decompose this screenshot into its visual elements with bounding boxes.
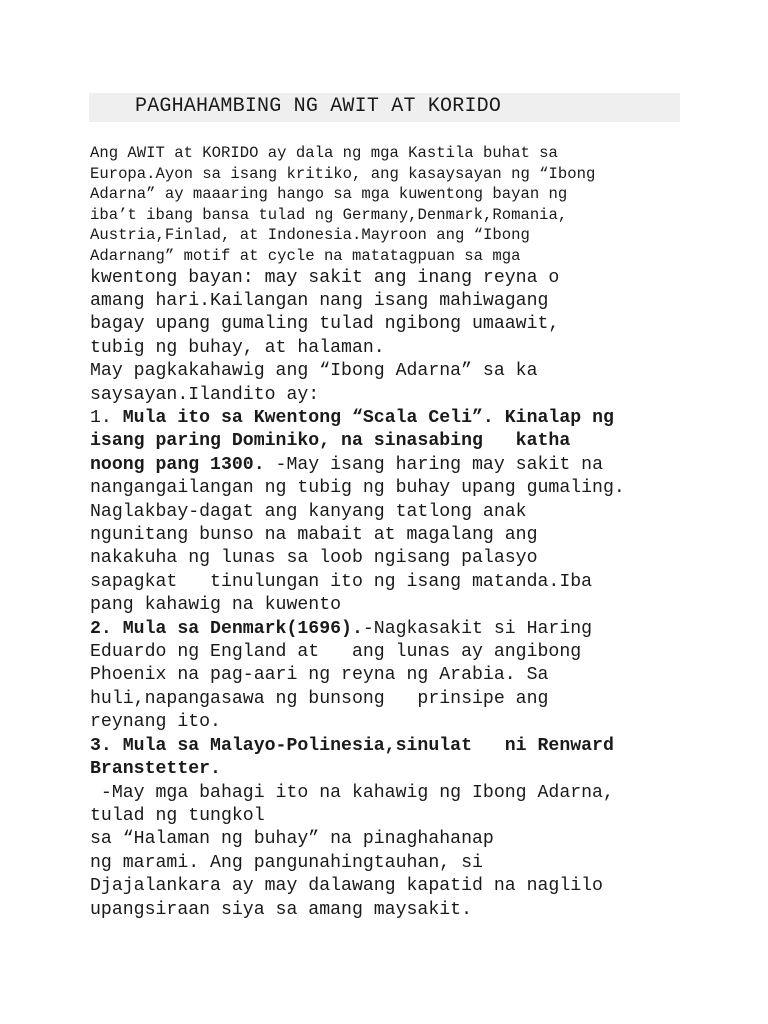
- intro-line: Austria,Finlad, at Indonesia.Mayroon ang “Ibong: [90, 226, 530, 245]
- intro-line: Adarnang” motif at cycle na matatagpuan sa mga: [90, 246, 521, 265]
- document-title: PAGHAHAMBING NG AWIT AT KORIDO: [135, 95, 502, 118]
- item1-mixed-line: [90, 454, 690, 477]
- item1-line: ngunitang bunso na mabait at magalang ang: [90, 525, 538, 546]
- item1-bold: noong pang 1300.: [90, 454, 265, 475]
- item2-heading-line: [90, 618, 690, 641]
- item3-line: Djajalankara ay may dalawang kapatid na naglilo: [90, 876, 603, 897]
- item1-line: nangangailangan ng tubig ng buhay upang gumaling.: [90, 478, 625, 499]
- item1-line: nakakuha ng lunas sa loob ngisang palasyo: [90, 548, 538, 569]
- intro-line: amang hari.Kailangan nang isang mahiwagang: [90, 290, 549, 311]
- item2-bold: 2. Mula sa Denmark(1696).: [90, 618, 363, 639]
- intro-line: Adarna” ay maaaring hango sa mga kuwentong bayan ng: [90, 185, 568, 204]
- intro-line: saysayan.Ilandito ay:: [90, 384, 320, 405]
- item1-heading-line: [90, 407, 690, 430]
- item1-bold: Mula ito sa Kwentong “Scala Celi”. Kinalap ng: [111, 408, 614, 428]
- item3-bold-line: 3. Mula sa Malayo-Polinesia,sinulat ni Renward: [90, 735, 614, 756]
- intro-line: kwentong bayan: may sakit ang inang reyna o: [90, 267, 560, 288]
- item3-line: tulad ng tungkol: [90, 805, 265, 826]
- item1-line: sapagkat tinulungan ito ng isang matanda.Iba: [90, 571, 593, 592]
- intro-line: tubig ng buhay, at halaman.: [90, 337, 385, 358]
- item3-line: -May mga bahagi ito na kahawig ng Ibong Adarna,: [90, 782, 614, 803]
- intro-line: iba’t ibang bansa tulad ng Germany,Denmark,Romania,: [90, 205, 568, 224]
- item3-bold-line: Branstetter.: [90, 759, 221, 780]
- title-bar: [89, 93, 680, 122]
- item2-line: reynang ito.: [90, 712, 221, 733]
- item2-text: -Nagkasakit si Haring: [362, 618, 593, 639]
- item3-line: upangsiraan siya sa amang maysakit.: [90, 899, 472, 920]
- document-body: [90, 143, 690, 922]
- intro-line: Europa.Ayon sa isang kritiko, ang kasaysayan ng “Ibong: [90, 164, 596, 183]
- item2-line: Phoenix na pag-aari ng reyna ng Arabia. Sa: [90, 665, 549, 686]
- item3-line: ng marami. Ang pangunahingtauhan, si: [90, 852, 483, 873]
- item2-line: Eduardo ng England at ang lunas ay angibong: [90, 642, 582, 663]
- item1-bold-line: isang paring Dominiko, na sinasabing katha: [90, 431, 571, 452]
- intro-line: May pagkakahawig ang “Ibong Adarna” sa ka: [90, 361, 538, 382]
- item3-line: sa “Halaman ng buhay” na pinaghahanap: [90, 829, 494, 850]
- intro-line: Ang AWIT at KORIDO ay dala ng mga Kastila buhat sa: [90, 144, 558, 162]
- item1-line: Naglakbay-dagat ang kanyang tatlong anak: [90, 501, 527, 522]
- item1-line: pang kahawig na kuwento: [90, 595, 342, 616]
- item2-line: huli,napangasawa ng bunsong prinsipe ang: [90, 688, 549, 709]
- item1-text: -May isang haring may sakit na: [264, 454, 603, 475]
- intro-line: bagay upang gumaling tulad ngibong umaawit,: [90, 314, 560, 335]
- item1-number: 1.: [90, 408, 112, 428]
